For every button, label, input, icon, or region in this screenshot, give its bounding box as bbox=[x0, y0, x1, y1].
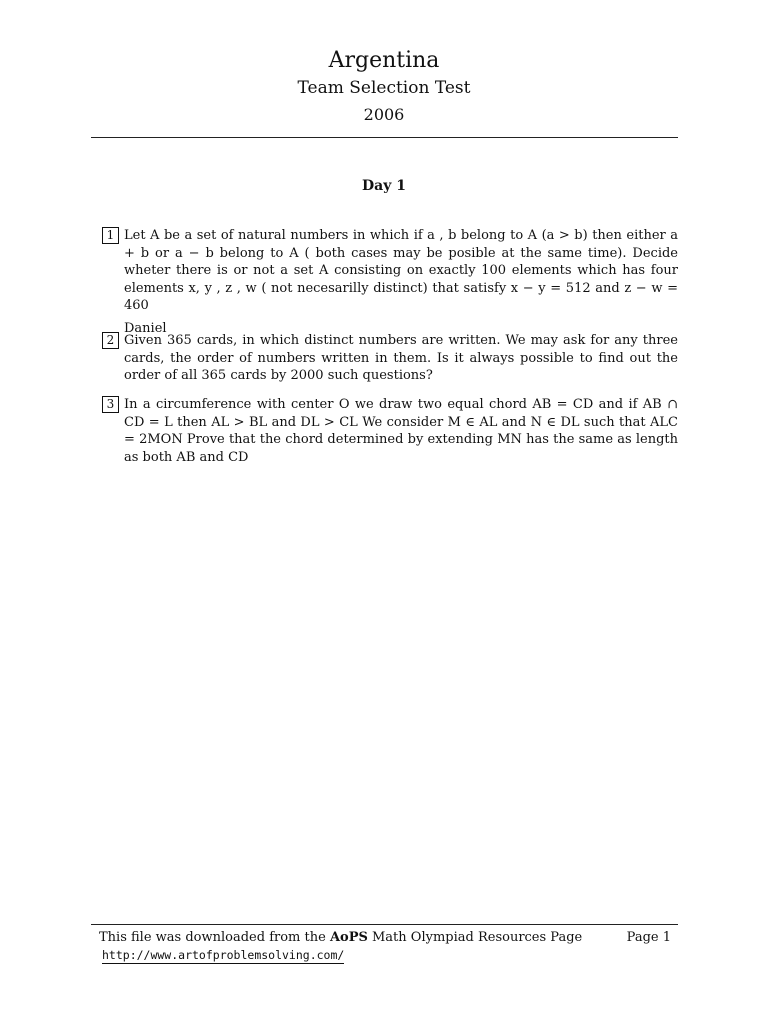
document-country-title: Argentina bbox=[328, 48, 440, 73]
problem-text: In a circumference with center O we draw two equal chord AB = CD and if AB ∩ CD = L then AL > BL and DL > CL We consider M ∈ AL and N ∈ DL such that ALC = 2MON Prove that the chord determined by extending MN has the same as length as both AB and CD bbox=[124, 397, 678, 465]
header-divider bbox=[91, 137, 678, 138]
footer-prefix: This file was downloaded from the bbox=[99, 930, 326, 945]
problem-3 bbox=[102, 396, 678, 466]
day-heading: Day 1 bbox=[362, 178, 406, 194]
document-year: 2006 bbox=[363, 105, 405, 124]
problem-number-box: 2 bbox=[102, 332, 119, 349]
problem-author: Daniel bbox=[124, 320, 167, 336]
footer-divider bbox=[91, 924, 678, 925]
problem-number-box: 3 bbox=[102, 396, 119, 413]
footer-source-text bbox=[99, 929, 582, 947]
footer-brand: AoPS bbox=[329, 930, 368, 945]
problem-text: Given 365 cards, in which distinct numbers are written. We may ask for any three cards, the order of numbers written in them. Is it always possible to find out the order of all 365 cards by 2000 such questions? bbox=[124, 333, 678, 383]
footer-suffix: Math Olympiad Resources Page bbox=[372, 930, 583, 945]
problem-number-box: 1 bbox=[102, 227, 119, 244]
footer-url-link[interactable]: http://www.artofproblemsolving.com/ bbox=[102, 948, 345, 962]
document-test-title: Team Selection Test bbox=[297, 78, 471, 98]
problem-1 bbox=[102, 227, 678, 337]
problem-2 bbox=[102, 332, 678, 385]
page-footer bbox=[99, 929, 671, 965]
page-number: Page 1 bbox=[626, 930, 671, 945]
problem-text: Let A be a set of natural numbers in which if a , b belong to A (a > b) then either a + b or a − b belong to A ( both cases may be posible at the same time). Decide wheter there is or not a set A consisting on exactly 100 elements which has four elements x, y , z , w ( not necesarilly distinct) that satisfy x − y = 512 and z − w = 460 bbox=[124, 228, 678, 313]
